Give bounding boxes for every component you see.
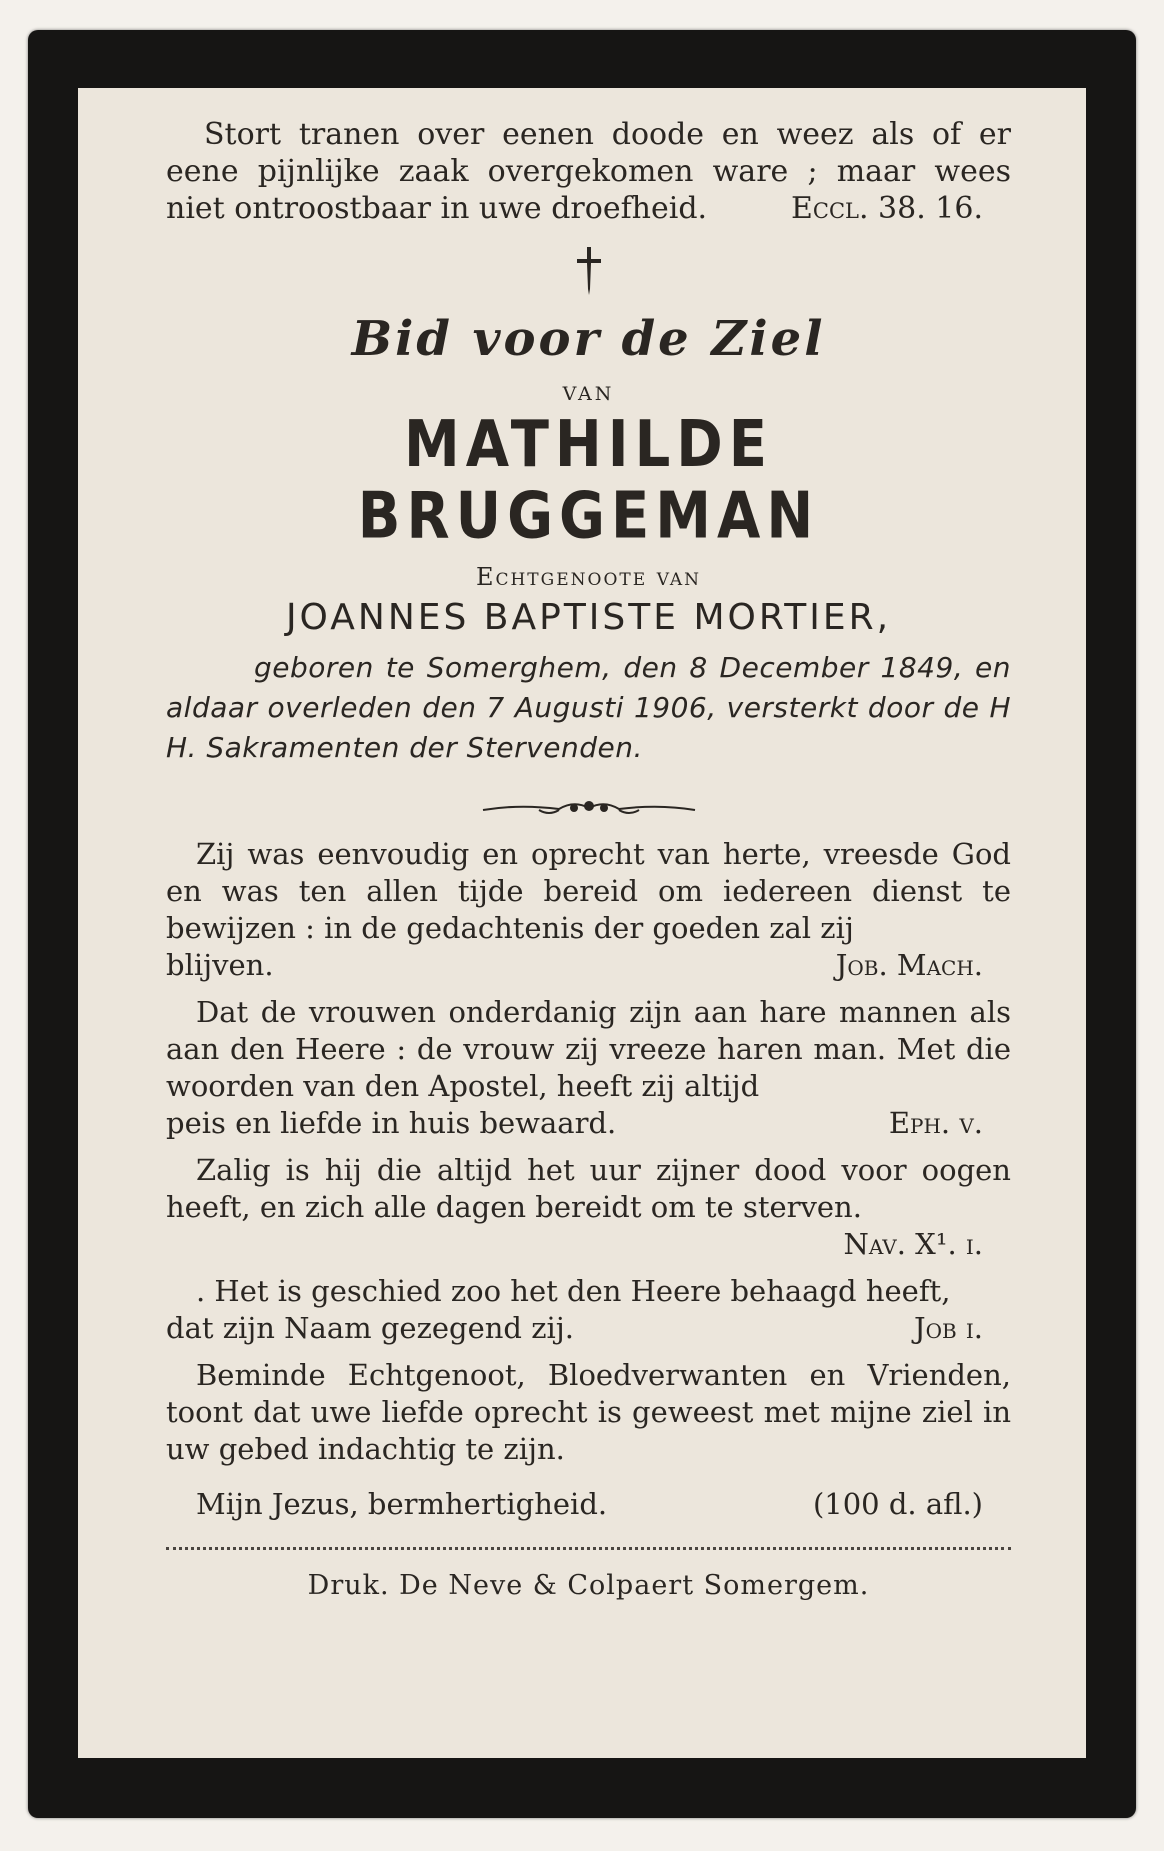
dotted-divider [166,1547,1011,1550]
van-label: VAN [562,383,615,405]
printer-credit: Druk. De Neve & Colpaert Somergem. [307,1570,870,1601]
heading-pray-for-soul: Bid voor de Ziel [351,311,826,367]
paragraph-reference: Job. Mach. [835,948,983,982]
paragraph-3 [166,1152,1011,1263]
paragraph-4 [166,1273,1011,1347]
deceased-name: MATHILDE BRUGGEMAN [357,407,820,554]
closing-prayer: Mijn Jezus, bermhertigheid. [196,1487,608,1521]
paragraph-text: Dat de vrouwen onderdanig zijn aan hare mannen als aan den Heere : de vrouw zij vreeze haren man. Met die woorden van den Apostel, heeft zij altijd [166,995,1011,1103]
paragraph-text: Zalig is hij die altijd het uur zijner dood voor oogen heeft, en zich alle dagen bereidt om te sterven. [166,1153,1011,1224]
closing-prayer-line [166,1486,1011,1523]
paragraph-5 [166,1357,1011,1468]
epigraph-text: Stort tranen over eenen doode en weez als of er eene pijnlijke zaak overgekomen ware ; maar wees [166,117,1011,189]
paragraph-endline [166,1310,1011,1347]
paragraph-reference: Job i. [913,1311,983,1345]
paragraph-ending: peis en liefde in huis bewaard. [166,1106,617,1140]
paragraph-text: . Het is geschied zoo het den Heere behaagd heeft, [196,1274,951,1308]
ornament-divider-icon [166,796,1011,826]
memorial-card-border [28,30,1136,1818]
paragraph-text: Beminde Echtgenoot, Bloedverwanten en Vrienden, toont dat uwe liefde oprecht is geweest met mijne ziel in uw gebed indachtig te zijn. [166,1358,1011,1466]
epigraph-reference: Eccl. 38. 16. [790,191,983,226]
paragraph-endline [166,947,1011,984]
card-content [166,116,1011,1601]
paragraph-2 [166,994,1011,1142]
spouse-name: JOANNES BAPTISTE MORTIER, [285,597,892,638]
epigraph-ending: niet ontroostbaar in uwe droefheid. [166,191,708,226]
epigraph-last-line [166,190,1011,227]
cross-icon [166,245,1011,303]
paragraph-ending: blijven. [166,948,274,982]
indulgence-note: (100 d. afl.) [812,1487,983,1521]
paragraph-1 [166,836,1011,984]
paragraph-reference: Nav. X¹. i. [843,1227,983,1261]
birth-death-details: geboren te Somerghem, den 8 December 1849, en aldaar overleden den 7 Augusti 1906, versterkt door de H H. Sakramenten der Stervenden. [166,651,1011,764]
paragraph-reference: Eph. v. [888,1106,983,1140]
paragraph-text: Zij was eenvoudig en oprecht van herte, vreesde God en was ten allen tijde bereid om iedereen dienst te bewijzen : in de gedachtenis der goeden zal zij [166,837,1011,945]
spouse-label: Echtgenoote van [475,563,702,591]
paragraph-endline [166,1105,1011,1142]
memorial-card-paper [78,88,1086,1758]
paragraph-ending: dat zijn Naam gezegend zij. [166,1311,574,1345]
